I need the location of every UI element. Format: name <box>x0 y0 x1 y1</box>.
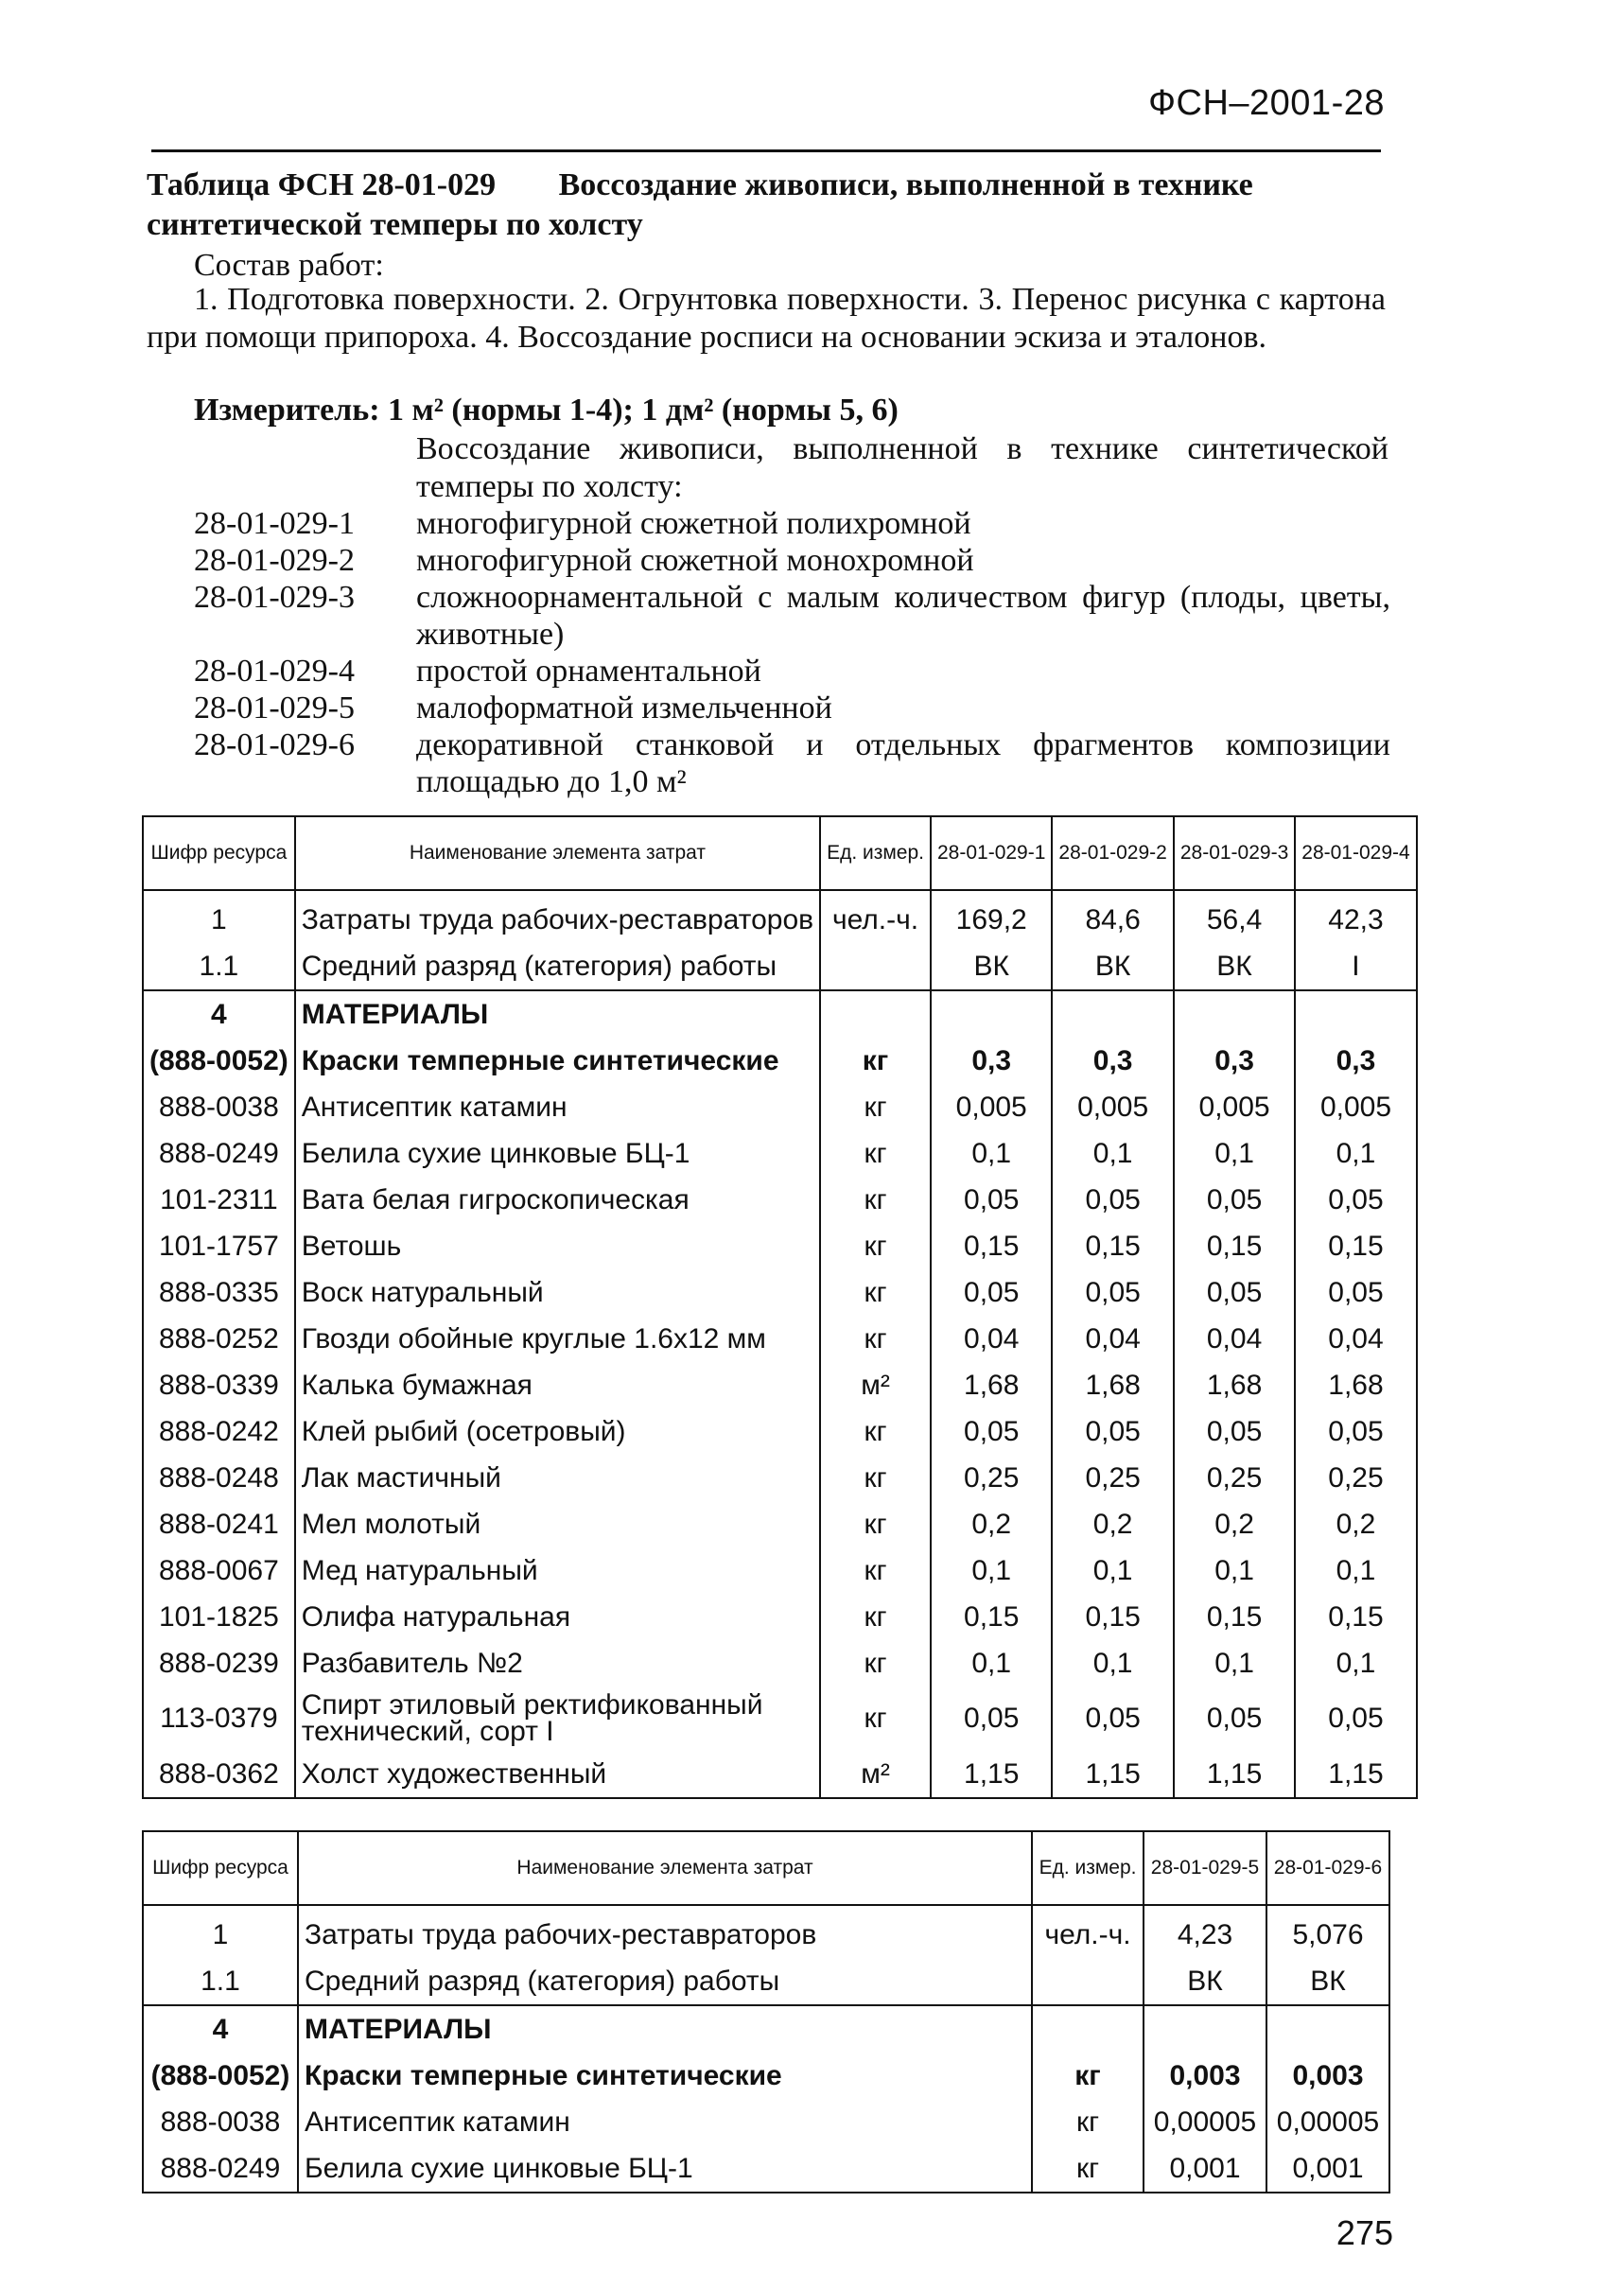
table-title <box>147 166 1395 245</box>
norm-value-cell: 0,1 <box>1295 1547 1416 1594</box>
table-row <box>143 2099 1389 2145</box>
norm-value-cell: 0,003 <box>1266 2053 1389 2099</box>
norm-code: 28-01-029-1 <box>194 506 355 541</box>
norm-value-cell <box>1052 990 1173 1038</box>
table-row <box>143 1269 1417 1316</box>
cost-element-name-cell: Краски темперные синтетические <box>295 1038 820 1084</box>
table-row <box>143 1130 1417 1177</box>
column-header: Шифр ресурса <box>143 1831 298 1905</box>
norm-item <box>194 690 1390 726</box>
table-row <box>143 1751 1417 1798</box>
unit-cell: чел.-ч. <box>820 890 931 943</box>
unit-cell: кг <box>820 1223 931 1269</box>
resource-table-1 <box>142 815 1418 1799</box>
norm-value-cell: ВК <box>1266 1958 1389 2005</box>
norm-text: простой орнаментальной <box>416 654 761 689</box>
cost-element-name-cell: Затраты труда рабочих-реставраторов <box>298 1905 1032 1958</box>
norm-value-cell: 1,68 <box>1052 1362 1173 1408</box>
norm-value-cell: 0,001 <box>1144 2145 1266 2193</box>
composition-text: 1. Подготовка поверхности. 2. Огрунтовка поверхности. 3. Перенос рисунка с картона при помощи припороха. 4. Воссоздание росписи на основании эскиза и эталонов. <box>147 282 1386 355</box>
norm-value-cell: 0,1 <box>1295 1640 1416 1687</box>
norm-value-cell <box>1266 2005 1389 2053</box>
norm-value-cell: 0,15 <box>931 1223 1052 1269</box>
norm-value-cell: 0,15 <box>1295 1223 1416 1269</box>
norm-code: 28-01-029-6 <box>194 727 355 762</box>
norm-value-cell: 0,003 <box>1144 2053 1266 2099</box>
norm-value-cell: 0,005 <box>1052 1084 1173 1130</box>
norm-value-cell: 0,1 <box>1052 1547 1173 1594</box>
resource-code-cell: 888-0038 <box>143 2099 298 2145</box>
unit-cell: кг <box>1032 2099 1144 2145</box>
column-header: Шифр ресурса <box>143 816 295 890</box>
resource-table-2 <box>142 1830 1390 2193</box>
table-row <box>143 1408 1417 1455</box>
norm-value-cell: 0,05 <box>1052 1269 1173 1316</box>
unit-cell: кг <box>820 1269 931 1316</box>
resource-code-cell: 888-0242 <box>143 1408 295 1455</box>
cost-element-name-cell: Мел молотый <box>295 1501 820 1547</box>
cost-element-name-cell: Калька бумажная <box>295 1362 820 1408</box>
norm-text: многофигурной сюжетной монохромной <box>416 543 974 578</box>
norm-value-cell: 0,04 <box>931 1316 1052 1362</box>
column-header: 28-01-029-3 <box>1174 816 1295 890</box>
norm-value-cell: 0,05 <box>1174 1408 1295 1455</box>
resource-code-cell: 4 <box>143 2005 298 2053</box>
unit-cell <box>820 943 931 990</box>
unit-cell: кг <box>820 1316 931 1362</box>
norms-intro: Воссоздание живописи, выполненной в технике синтетической темперы по холсту: <box>416 431 1388 504</box>
norm-value-cell: 1,15 <box>931 1751 1052 1798</box>
table-title-text: Воссоздание живописи, выполненной в технике синтетической темперы по холсту <box>147 167 1253 242</box>
cost-element-name-cell: Лак мастичный <box>295 1455 820 1501</box>
norm-value-cell: 0,15 <box>931 1594 1052 1640</box>
cost-element-name-cell: Краски темперные синтетические <box>298 2053 1032 2099</box>
column-header: Ед. измер. <box>1032 1831 1144 1905</box>
norm-value-cell: 0,3 <box>931 1038 1052 1084</box>
table-row <box>143 1223 1417 1269</box>
norm-text: малоформатной измельченной <box>416 690 832 725</box>
column-header: Наименование элемента затрат <box>298 1831 1032 1905</box>
cost-element-name-cell: Антисептик катамин <box>295 1084 820 1130</box>
norm-value-cell: 84,6 <box>1052 890 1173 943</box>
norm-value-cell: 0,1 <box>1174 1640 1295 1687</box>
table-row <box>143 1687 1417 1751</box>
resource-code-cell: 888-0362 <box>143 1751 295 1798</box>
norm-value-cell: 0,05 <box>931 1269 1052 1316</box>
norm-value-cell: 0,05 <box>931 1177 1052 1223</box>
table-row <box>143 2053 1389 2099</box>
table-row <box>143 1316 1417 1362</box>
norm-value-cell: 0,2 <box>1174 1501 1295 1547</box>
norm-value-cell: ВК <box>1144 1958 1266 2005</box>
norm-value-cell: 1,15 <box>1174 1751 1295 1798</box>
unit-cell: кг <box>820 1640 931 1687</box>
unit-cell: кг <box>820 1547 931 1594</box>
cost-element-name-cell: Антисептик катамин <box>298 2099 1032 2145</box>
cost-element-name-cell: Средний разряд (категория) работы <box>295 943 820 990</box>
table-row <box>143 1038 1417 1084</box>
resource-code-cell: 101-1757 <box>143 1223 295 1269</box>
resource-code-cell: 888-0038 <box>143 1084 295 1130</box>
table-row <box>143 1640 1417 1687</box>
norm-value-cell: 0,005 <box>1174 1084 1295 1130</box>
norm-value-cell: 0,05 <box>1052 1687 1173 1751</box>
table-row <box>143 1905 1389 1958</box>
norm-code: 28-01-029-2 <box>194 543 355 578</box>
resource-code-cell: 113-0379 <box>143 1687 295 1751</box>
norm-value-cell: 0,3 <box>1052 1038 1173 1084</box>
norm-value-cell: 0,25 <box>931 1455 1052 1501</box>
norm-value-cell: 0,1 <box>1174 1547 1295 1594</box>
norm-item <box>194 579 1390 653</box>
resource-code-cell: 1.1 <box>143 943 295 990</box>
norm-value-cell: 0,15 <box>1174 1223 1295 1269</box>
unit-cell: м² <box>820 1362 931 1408</box>
norm-value-cell: 0,2 <box>1052 1501 1173 1547</box>
norm-value-cell: 0,15 <box>1295 1594 1416 1640</box>
resource-code-cell: (888-0052) <box>143 2053 298 2099</box>
column-header: 28-01-029-4 <box>1295 816 1416 890</box>
norm-value-cell <box>1174 990 1295 1038</box>
norm-code: 28-01-029-5 <box>194 690 355 725</box>
norm-value-cell: 0,1 <box>931 1547 1052 1594</box>
cost-element-name-cell: Мед натуральный <box>295 1547 820 1594</box>
unit-cell: кг <box>1032 2053 1144 2099</box>
norm-item <box>194 653 1390 690</box>
norm-value-cell: ВК <box>931 943 1052 990</box>
column-header: 28-01-029-1 <box>931 816 1052 890</box>
unit-cell <box>1032 2005 1144 2053</box>
cost-element-name-cell: МАТЕРИАЛЫ <box>298 2005 1032 2053</box>
norm-value-cell: 42,3 <box>1295 890 1416 943</box>
resource-code-cell: 888-0067 <box>143 1547 295 1594</box>
resource-code-cell: 4 <box>143 990 295 1038</box>
cost-element-name-cell: Спирт этиловый ректификованный технический, сорт I <box>295 1687 820 1751</box>
measure-line: Измеритель: 1 м² (нормы 1-4); 1 дм² (нормы 5, 6) <box>194 393 899 428</box>
norm-value-cell: 0,05 <box>1052 1408 1173 1455</box>
norm-value-cell: 0,05 <box>1052 1177 1173 1223</box>
norm-value-cell: 0,2 <box>1295 1501 1416 1547</box>
resource-code-cell: 1.1 <box>143 1958 298 2005</box>
unit-cell: кг <box>820 1130 931 1177</box>
resource-code-cell: 888-0241 <box>143 1501 295 1547</box>
header-rule <box>151 149 1381 152</box>
norm-value-cell: 0,1 <box>1052 1130 1173 1177</box>
unit-cell <box>820 990 931 1038</box>
norm-value-cell: 56,4 <box>1174 890 1295 943</box>
composition-label: Состав работ: <box>194 248 384 283</box>
table-header-row <box>143 816 1417 890</box>
resource-code-cell: 888-0339 <box>143 1362 295 1408</box>
cost-element-name-cell: МАТЕРИАЛЫ <box>295 990 820 1038</box>
norm-value-cell: 0,3 <box>1295 1038 1416 1084</box>
cost-element-name-cell: Разбавитель №2 <box>295 1640 820 1687</box>
norm-value-cell: 0,3 <box>1174 1038 1295 1084</box>
cost-element-name-cell: Вата белая гигроскопическая <box>295 1177 820 1223</box>
norm-text: сложноорнаментальной с малым количеством фигур (плоды, цветы, животные) <box>416 580 1390 652</box>
norm-value-cell: 1,68 <box>1295 1362 1416 1408</box>
norm-value-cell: 169,2 <box>931 890 1052 943</box>
unit-cell: кг <box>820 1455 931 1501</box>
cost-element-name-cell: Затраты труда рабочих-реставраторов <box>295 890 820 943</box>
norm-value-cell: ВК <box>1174 943 1295 990</box>
unit-cell: кг <box>820 1594 931 1640</box>
norm-value-cell: 0,05 <box>1295 1687 1416 1751</box>
norm-value-cell: 4,23 <box>1144 1905 1266 1958</box>
norm-value-cell <box>931 990 1052 1038</box>
norm-item <box>194 726 1390 800</box>
norm-value-cell: 0,00005 <box>1144 2099 1266 2145</box>
norm-value-cell: 0,05 <box>1174 1269 1295 1316</box>
norm-value-cell: 0,04 <box>1052 1316 1173 1362</box>
table-row <box>143 990 1417 1038</box>
column-header: 28-01-029-6 <box>1266 1831 1389 1905</box>
norm-value-cell: 0,04 <box>1174 1316 1295 1362</box>
norm-value-cell: 0,15 <box>1174 1594 1295 1640</box>
norm-value-cell: 0,25 <box>1295 1455 1416 1501</box>
unit-cell: чел.-ч. <box>1032 1905 1144 1958</box>
norm-value-cell: 1,15 <box>1295 1751 1416 1798</box>
unit-cell <box>1032 1958 1144 2005</box>
table-title-code: Таблица ФСН 28-01-029 <box>147 167 497 202</box>
norm-item <box>194 542 1390 579</box>
cost-element-name-cell: Олифа натуральная <box>295 1594 820 1640</box>
unit-cell: кг <box>820 1408 931 1455</box>
table-row <box>143 1594 1417 1640</box>
column-header: 28-01-029-2 <box>1052 816 1173 890</box>
norm-value-cell: 0,2 <box>931 1501 1052 1547</box>
table-row <box>143 2145 1389 2193</box>
norm-value-cell <box>1144 2005 1266 2053</box>
norm-code: 28-01-029-3 <box>194 580 355 615</box>
table-row <box>143 1455 1417 1501</box>
cost-element-name-cell: Средний разряд (категория) работы <box>298 1958 1032 2005</box>
norm-value-cell: 0,00005 <box>1266 2099 1389 2145</box>
table-row <box>143 1177 1417 1223</box>
norm-value-cell: I <box>1295 943 1416 990</box>
norm-text: декоративной станковой и отдельных фрагментов композиции площадью до 1,0 м² <box>416 727 1390 799</box>
norm-value-cell: 0,1 <box>931 1130 1052 1177</box>
norm-value-cell: 0,1 <box>931 1640 1052 1687</box>
cost-element-name-cell: Белила сухие цинковые БЦ-1 <box>298 2145 1032 2193</box>
norm-value-cell: 0,04 <box>1295 1316 1416 1362</box>
cost-element-name-cell: Воск натуральный <box>295 1269 820 1316</box>
norm-list <box>194 505 1390 800</box>
norm-code: 28-01-029-4 <box>194 654 355 689</box>
norm-value-cell: 0,1 <box>1295 1130 1416 1177</box>
unit-cell: кг <box>820 1501 931 1547</box>
norm-value-cell: 1,68 <box>931 1362 1052 1408</box>
cost-element-name-cell: Ветошь <box>295 1223 820 1269</box>
resource-code-cell: 101-2311 <box>143 1177 295 1223</box>
norm-value-cell: 0,05 <box>1174 1687 1295 1751</box>
norm-value-cell: 0,15 <box>1052 1223 1173 1269</box>
norm-value-cell: 0,05 <box>1295 1269 1416 1316</box>
norm-value-cell: 0,005 <box>1295 1084 1416 1130</box>
norm-value-cell: 0,05 <box>1295 1408 1416 1455</box>
table-row <box>143 1084 1417 1130</box>
norm-value-cell: 0,1 <box>1052 1640 1173 1687</box>
norm-value-cell: 0,15 <box>1052 1594 1173 1640</box>
table-row <box>143 2005 1389 2053</box>
table-row <box>143 1362 1417 1408</box>
unit-cell: кг <box>820 1687 931 1751</box>
norm-value-cell: 0,05 <box>931 1408 1052 1455</box>
resource-code-cell: 888-0248 <box>143 1455 295 1501</box>
resource-code-cell: 888-0249 <box>143 1130 295 1177</box>
norm-value-cell: 0,001 <box>1266 2145 1389 2193</box>
table-row <box>143 943 1417 990</box>
table-header-row <box>143 1831 1389 1905</box>
unit-cell: кг <box>820 1177 931 1223</box>
norm-value-cell: 0,05 <box>931 1687 1052 1751</box>
norm-value-cell: 0,05 <box>1295 1177 1416 1223</box>
norm-value-cell: 1,15 <box>1052 1751 1173 1798</box>
unit-cell: кг <box>820 1038 931 1084</box>
norm-value-cell: 0,05 <box>1174 1177 1295 1223</box>
unit-cell: кг <box>1032 2145 1144 2193</box>
norm-value-cell: 1,68 <box>1174 1362 1295 1408</box>
norm-item <box>194 505 1390 542</box>
running-header-code: ФСН–2001-28 <box>1148 83 1385 123</box>
column-header: 28-01-029-5 <box>1144 1831 1266 1905</box>
table-row <box>143 1547 1417 1594</box>
page-number: 275 <box>1336 2213 1393 2252</box>
norm-value-cell: 0,25 <box>1174 1455 1295 1501</box>
resource-code-cell: 1 <box>143 890 295 943</box>
resource-code-cell: 101-1825 <box>143 1594 295 1640</box>
resource-code-cell: 888-0239 <box>143 1640 295 1687</box>
column-header: Ед. измер. <box>820 816 931 890</box>
cost-element-name-cell: Гвозди обойные круглые 1.6х12 мм <box>295 1316 820 1362</box>
table-row <box>143 1501 1417 1547</box>
resource-code-cell: (888-0052) <box>143 1038 295 1084</box>
cost-element-name-cell: Холст художественный <box>295 1751 820 1798</box>
cost-element-name-cell: Клей рыбий (осетровый) <box>295 1408 820 1455</box>
unit-cell: м² <box>820 1751 931 1798</box>
table-row <box>143 890 1417 943</box>
cost-element-name-cell: Белила сухие цинковые БЦ-1 <box>295 1130 820 1177</box>
norm-value-cell: 0,25 <box>1052 1455 1173 1501</box>
resource-code-cell: 888-0335 <box>143 1269 295 1316</box>
norm-text: многофигурной сюжетной полихромной <box>416 506 971 541</box>
resource-code-cell: 888-0249 <box>143 2145 298 2193</box>
norm-value-cell: 0,005 <box>931 1084 1052 1130</box>
norm-value-cell: 5,076 <box>1266 1905 1389 1958</box>
norm-value-cell <box>1295 990 1416 1038</box>
table-row <box>143 1958 1389 2005</box>
column-header: Наименование элемента затрат <box>295 816 820 890</box>
norm-value-cell: 0,1 <box>1174 1130 1295 1177</box>
unit-cell: кг <box>820 1084 931 1130</box>
resource-code-cell: 888-0252 <box>143 1316 295 1362</box>
norm-value-cell: ВК <box>1052 943 1173 990</box>
resource-code-cell: 1 <box>143 1905 298 1958</box>
